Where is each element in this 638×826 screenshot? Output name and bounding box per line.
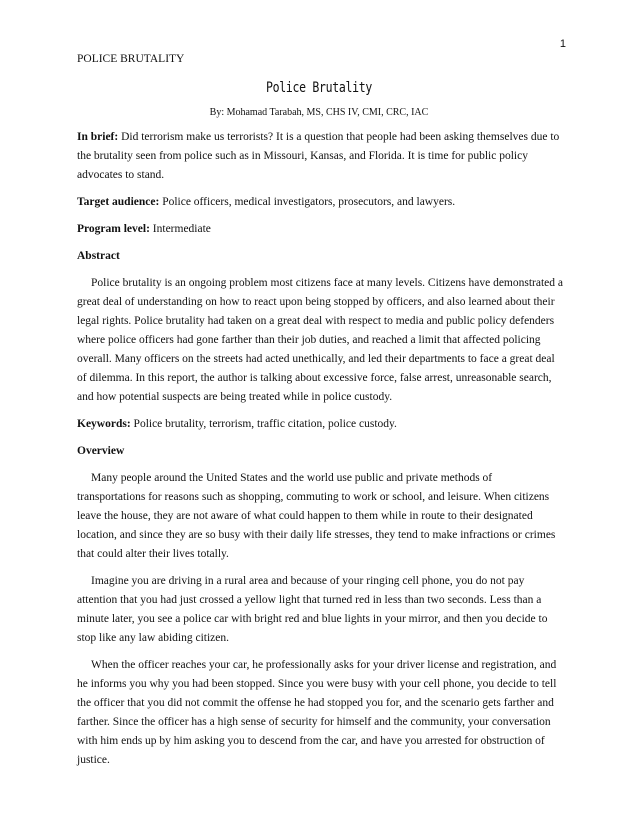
document-body bbox=[77, 128, 563, 778]
in-brief-label: In brief: bbox=[77, 131, 119, 143]
overview-paragraph-2: Imagine you are driving in a rural area and because of your ringing cell phone, you do not pay attention that you had just crossed a yellow light that turned red in less than two seconds. Less than a minute later, you see a police car with bright red and blue lights in your mirror, and then you decide to stop like any law abiding citizen. bbox=[77, 575, 548, 644]
program-level-text: Intermediate bbox=[149, 223, 211, 235]
document-title: Police Brutality bbox=[266, 78, 372, 96]
in-brief-text: Did terrorism make us terrorists? It is a question that people had been asking themselves due to the brutality seen from police such as in Missouri, Kansas, and Florida. It is time for public policy advocates to stand. bbox=[77, 131, 560, 181]
overview-paragraph-1: Many people around the United States and the world use public and private methods of transportations for reasons such as shopping, commuting to work or school, and leisure. When citizens leave the house, they are not aware of what could happen to them while in route to their designated location, and since they are so busy with their daily life stresses, they tend to make infractions or crimes that could alter their lives totally. bbox=[77, 472, 556, 560]
overview-paragraph-3: When the officer reaches your car, he professionally asks for your driver license and registration, and he informs you why you had been stopped. Since you were busy with your cell phone, you decide to tell the officer that you did not commit the offense he had stopped you for, and the scenario gets farther and farther. Since the officer has a high sense of security for himself and the community, your conversation with him ends up by him asking you to descend from the car, and have you arrested for obstruction of justice. bbox=[77, 659, 557, 766]
target-audience-text: Police officers, medical investigators, prosecutors, and lawyers. bbox=[159, 196, 456, 208]
overview-heading: Overview bbox=[77, 445, 125, 457]
target-audience-paragraph bbox=[77, 193, 563, 212]
page-number: 1 bbox=[559, 38, 566, 50]
keywords-paragraph bbox=[77, 415, 563, 434]
target-audience-label: Target audience: bbox=[77, 196, 160, 208]
running-header: POLICE BRUTALITY bbox=[77, 53, 185, 65]
program-level-label: Program level: bbox=[77, 223, 150, 235]
keywords-label: Keywords: bbox=[77, 418, 131, 430]
in-brief-paragraph bbox=[77, 128, 563, 185]
abstract-paragraph: Police brutality is an ongoing problem most citizens face at many levels. Citizens have demonstrated a great deal of understanding on how to react upon being stopped by officers, and also learned about their legal rights. Police brutality had taken on a great deal with respect to media and public policy defenders where police officers had gone farther than their job duties, and reached a limit that affected policing overall. Many officers on the streets had acted unethically, and led their departments to face a great deal of dilemma. In this report, the author is talking about excessive force, false arrest, unreasonable search, and how potential suspects are being treated while in police custody. bbox=[77, 277, 564, 403]
keywords-text: Police brutality, terrorism, traffic citation, police custody. bbox=[130, 418, 397, 430]
author-byline: By: Mohamad Tarabah, MS, CHS IV, CMI, CRC, IAC bbox=[209, 107, 429, 118]
abstract-heading: Abstract bbox=[77, 250, 120, 262]
program-level-paragraph bbox=[77, 220, 563, 239]
